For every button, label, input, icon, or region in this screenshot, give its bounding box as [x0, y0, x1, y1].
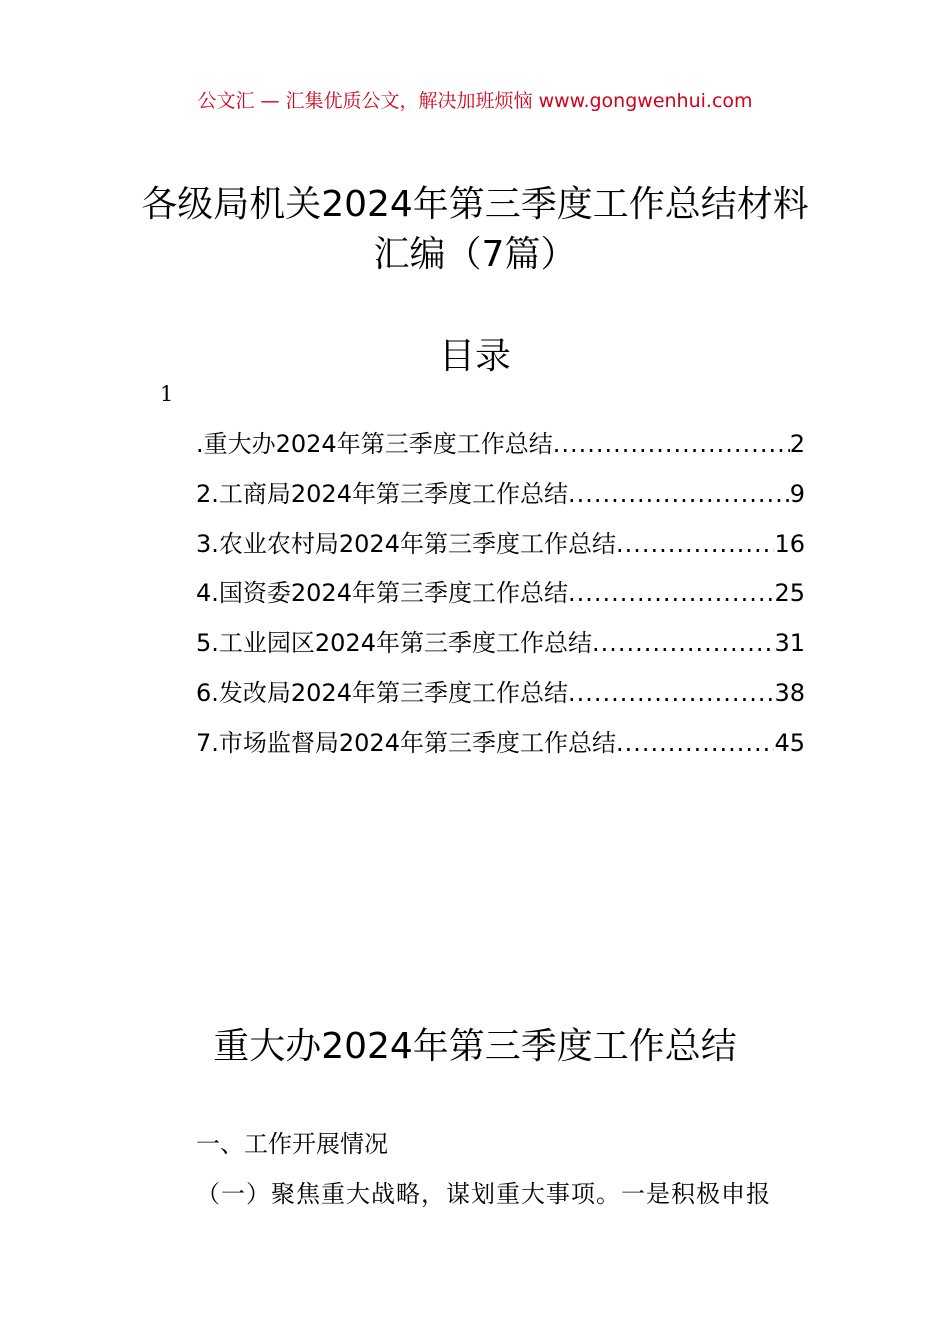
- toc-leader-dots: [616, 729, 774, 757]
- toc-entry[interactable]: [196, 673, 805, 723]
- toc-entry-page: 38: [774, 678, 805, 707]
- toc-leader-dots: [592, 629, 774, 657]
- toc-leader-dots: [568, 579, 774, 607]
- toc-entry-page: 31: [774, 629, 805, 658]
- toc-entry-label: 4.国资委2024年第三季度工作总结: [196, 579, 568, 608]
- toc-leader-dots: [553, 430, 790, 458]
- toc-entry-page: 45: [774, 728, 805, 757]
- section-title: 重大办2024年第三季度工作总结: [213, 1026, 737, 1067]
- toc-leader-dots: [616, 530, 774, 558]
- stray-number: 1: [160, 382, 174, 406]
- toc-entry[interactable]: [196, 424, 805, 474]
- toc-entry-label: 5.工业园区2024年第三季度工作总结: [196, 629, 592, 658]
- toc-heading: 目录: [438, 336, 511, 377]
- section-heading: 一、工作开展情况: [196, 1130, 388, 1158]
- toc-entry-label: 3.农业农村局2024年第三季度工作总结: [196, 529, 616, 558]
- body-paragraph: （一）聚焦重大战略，谋划重大事项。一是积极申报: [196, 1180, 771, 1208]
- toc-entry-page: 2: [789, 430, 805, 458]
- toc-entry[interactable]: [196, 573, 805, 623]
- toc-entry-label: 7.市场监督局2024年第三季度工作总结: [196, 728, 616, 757]
- toc-entry-page: 25: [774, 579, 805, 608]
- document-title-line-2: 汇编（7篇）: [373, 234, 577, 275]
- table-of-contents: [196, 424, 805, 773]
- toc-leader-dots: [568, 480, 790, 508]
- toc-leader-dots: [568, 679, 774, 707]
- toc-entry-label: 6.发改局2024年第三季度工作总结: [196, 678, 568, 707]
- toc-entry-page: 9: [789, 479, 805, 508]
- toc-entry-label: .重大办2024年第三季度工作总结: [196, 430, 553, 458]
- toc-entry[interactable]: [196, 623, 805, 673]
- toc-entry[interactable]: [196, 524, 805, 574]
- toc-entry[interactable]: [196, 723, 805, 773]
- toc-entry-page: 16: [774, 529, 805, 558]
- document-title-line-1: 各级局机关2024年第三季度工作总结材料: [141, 184, 809, 225]
- toc-entry-label: 2.工商局2024年第三季度工作总结: [196, 479, 568, 508]
- header-banner: 公文汇 — 汇集优质公文，解决加班烦恼 www.gongwenhui.com: [197, 90, 753, 112]
- toc-entry[interactable]: [196, 474, 805, 524]
